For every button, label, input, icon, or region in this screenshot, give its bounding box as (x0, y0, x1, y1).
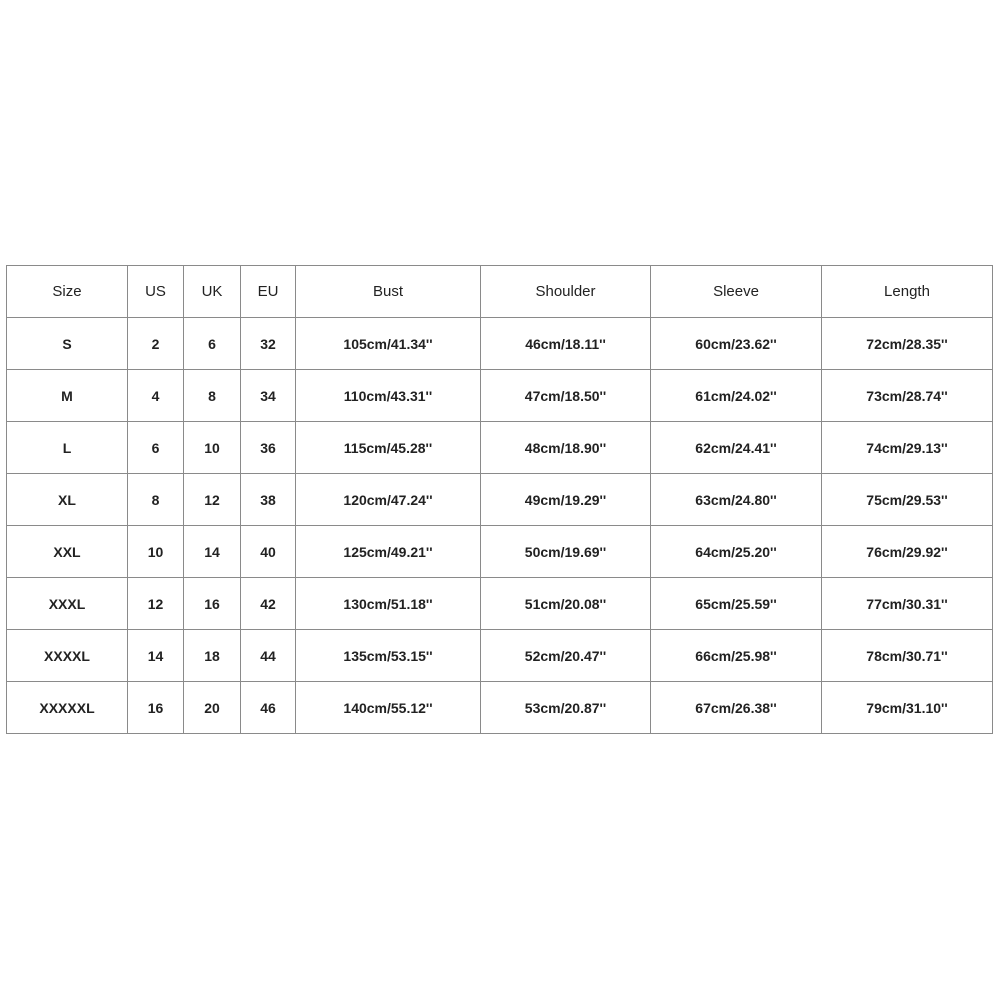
cell-size: XXL (7, 526, 128, 578)
cell-eu: 32 (241, 318, 296, 370)
cell-length: 75cm/29.53'' (822, 474, 993, 526)
cell-size: L (7, 422, 128, 474)
cell-us: 10 (128, 526, 184, 578)
header-shoulder: Shoulder (481, 266, 651, 318)
cell-us: 6 (128, 422, 184, 474)
cell-eu: 42 (241, 578, 296, 630)
cell-eu: 46 (241, 682, 296, 734)
cell-uk: 16 (184, 578, 241, 630)
cell-bust: 110cm/43.31'' (296, 370, 481, 422)
cell-sleeve: 64cm/25.20'' (651, 526, 822, 578)
cell-bust: 115cm/45.28'' (296, 422, 481, 474)
header-us: US (128, 266, 184, 318)
cell-bust: 130cm/51.18'' (296, 578, 481, 630)
cell-sleeve: 65cm/25.59'' (651, 578, 822, 630)
table-row (7, 370, 993, 422)
cell-size: M (7, 370, 128, 422)
cell-eu: 38 (241, 474, 296, 526)
size-chart-body (7, 318, 993, 734)
cell-shoulder: 47cm/18.50'' (481, 370, 651, 422)
cell-us: 16 (128, 682, 184, 734)
cell-uk: 18 (184, 630, 241, 682)
cell-sleeve: 61cm/24.02'' (651, 370, 822, 422)
cell-length: 77cm/30.31'' (822, 578, 993, 630)
cell-size: XL (7, 474, 128, 526)
cell-bust: 120cm/47.24'' (296, 474, 481, 526)
cell-uk: 8 (184, 370, 241, 422)
cell-shoulder: 53cm/20.87'' (481, 682, 651, 734)
cell-length: 78cm/30.71'' (822, 630, 993, 682)
cell-uk: 20 (184, 682, 241, 734)
table-row (7, 630, 993, 682)
cell-shoulder: 51cm/20.08'' (481, 578, 651, 630)
cell-shoulder: 52cm/20.47'' (481, 630, 651, 682)
size-chart-header (7, 266, 993, 318)
table-row (7, 318, 993, 370)
table-row (7, 578, 993, 630)
cell-length: 73cm/28.74'' (822, 370, 993, 422)
cell-sleeve: 63cm/24.80'' (651, 474, 822, 526)
cell-shoulder: 48cm/18.90'' (481, 422, 651, 474)
cell-bust: 140cm/55.12'' (296, 682, 481, 734)
cell-us: 14 (128, 630, 184, 682)
size-chart-table (6, 265, 993, 734)
cell-us: 8 (128, 474, 184, 526)
cell-shoulder: 50cm/19.69'' (481, 526, 651, 578)
cell-size: XXXXXL (7, 682, 128, 734)
cell-size: XXXXL (7, 630, 128, 682)
cell-length: 79cm/31.10'' (822, 682, 993, 734)
header-row (7, 266, 993, 318)
cell-sleeve: 66cm/25.98'' (651, 630, 822, 682)
cell-size: S (7, 318, 128, 370)
cell-eu: 34 (241, 370, 296, 422)
cell-sleeve: 60cm/23.62'' (651, 318, 822, 370)
cell-eu: 44 (241, 630, 296, 682)
cell-uk: 10 (184, 422, 241, 474)
cell-shoulder: 46cm/18.11'' (481, 318, 651, 370)
cell-us: 4 (128, 370, 184, 422)
cell-sleeve: 67cm/26.38'' (651, 682, 822, 734)
cell-us: 12 (128, 578, 184, 630)
cell-eu: 36 (241, 422, 296, 474)
cell-us: 2 (128, 318, 184, 370)
header-uk: UK (184, 266, 241, 318)
header-length: Length (822, 266, 993, 318)
cell-shoulder: 49cm/19.29'' (481, 474, 651, 526)
header-bust: Bust (296, 266, 481, 318)
cell-bust: 135cm/53.15'' (296, 630, 481, 682)
header-size: Size (7, 266, 128, 318)
cell-size: XXXL (7, 578, 128, 630)
header-sleeve: Sleeve (651, 266, 822, 318)
cell-uk: 12 (184, 474, 241, 526)
cell-eu: 40 (241, 526, 296, 578)
cell-length: 72cm/28.35'' (822, 318, 993, 370)
table-row (7, 474, 993, 526)
table-row (7, 682, 993, 734)
table-row (7, 422, 993, 474)
cell-sleeve: 62cm/24.41'' (651, 422, 822, 474)
header-eu: EU (241, 266, 296, 318)
cell-bust: 125cm/49.21'' (296, 526, 481, 578)
cell-uk: 6 (184, 318, 241, 370)
cell-uk: 14 (184, 526, 241, 578)
cell-bust: 105cm/41.34'' (296, 318, 481, 370)
cell-length: 76cm/29.92'' (822, 526, 993, 578)
cell-length: 74cm/29.13'' (822, 422, 993, 474)
table-row (7, 526, 993, 578)
